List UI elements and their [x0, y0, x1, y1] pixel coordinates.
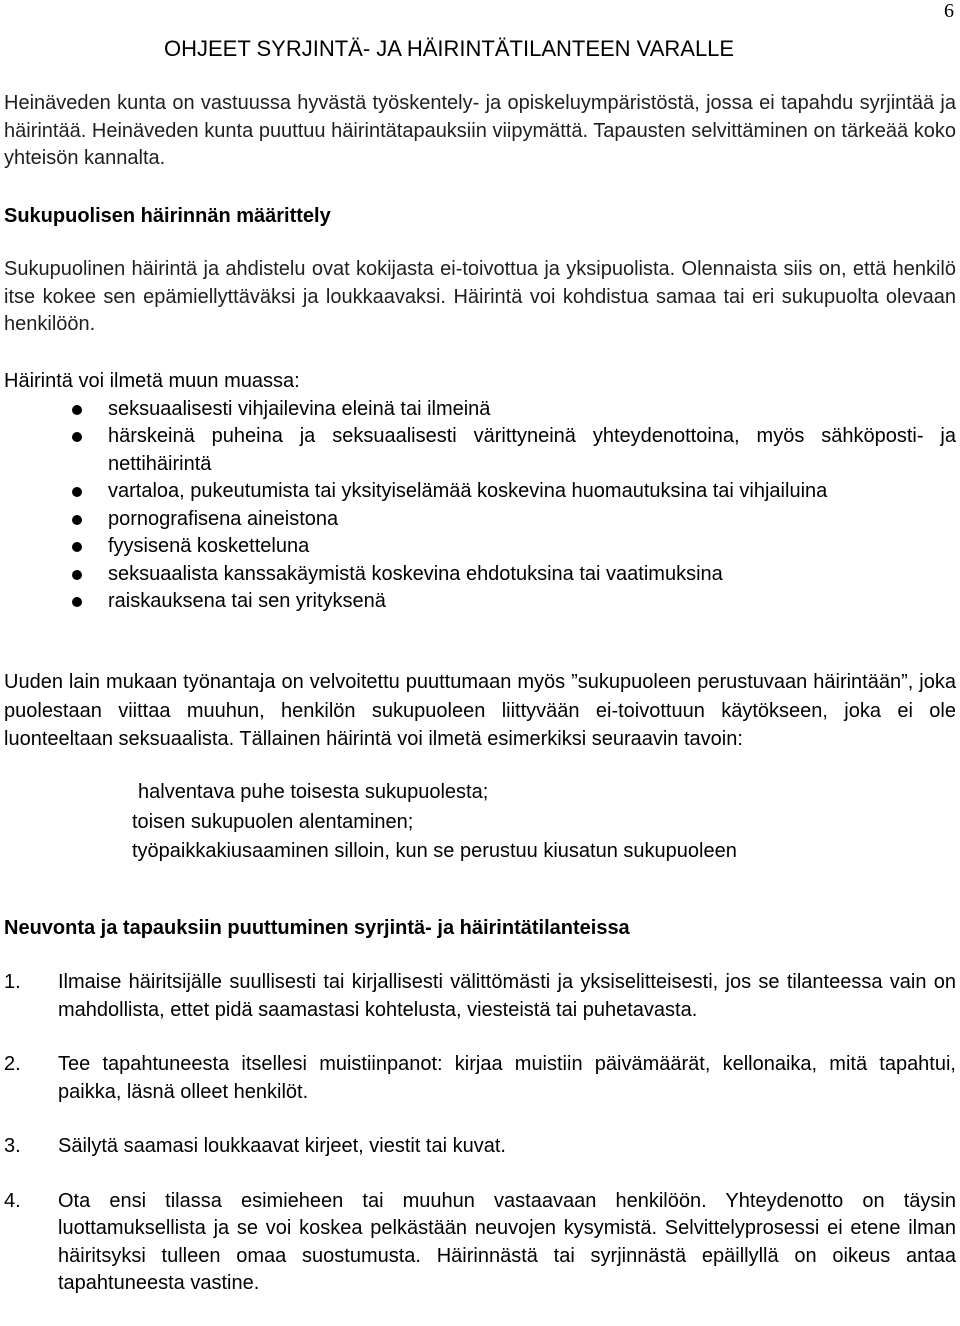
- bullet-icon: [72, 542, 82, 552]
- law-paragraph: Uuden lain mukaan työnantaja on velvoitettu puuttumaan myös ”sukupuoleen perustuvaan häirintään”, joka puolestaan viittaa muuhun, henkilön sukupuoleen liittyvään ei-toivottuun käytökseen, joka ei ole luonteeltaan seksuaalista. Tällainen häirintä voi ilmetä esimerkiksi seuraavin tavoin:: [4, 671, 956, 750]
- step-item: [4, 969, 956, 1024]
- law-examples: [132, 778, 952, 867]
- example-line: työpaikkakiusaaminen silloin, kun se perustuu kiusatun sukupuoleen: [132, 840, 737, 862]
- intro-paragraph: Heinäveden kunta on vastuussa hyvästä työskentely- ja opiskeluympäristöstä, jossa ei tapahdu syrjintää ja häirintää. Heinäveden kunta puuttuu häirintätapauksiin viipymättä. Tapausten selvittäminen on tärkeää koko yhteisön kannalta.: [4, 92, 956, 169]
- bullet-icon: [72, 597, 82, 607]
- example-line: halventava puhe toisesta sukupuolesta;: [138, 781, 489, 803]
- list-item: seksuaalisesti vihjailevina eleinä tai ilmeinä: [4, 396, 956, 424]
- list-item: vartaloa, pukeutumista tai yksityiselämää koskevina huomautuksina tai vihjailuina: [4, 478, 956, 506]
- bullet-icon: [72, 432, 82, 442]
- section-heading-guidance: Neuvonta ja tapauksiin puuttuminen syrjintä- ja häirintätilanteissa: [4, 917, 630, 939]
- guidance-steps: [4, 969, 956, 1298]
- step-number: 1.: [4, 971, 21, 993]
- document-title: OHJEET SYRJINTÄ- JA HÄIRINTÄTILANTEEN VARALLE: [164, 36, 735, 61]
- harassment-forms: [4, 368, 956, 616]
- step-item: [4, 1051, 956, 1106]
- list-item: härskeinä puheina ja seksuaalisesti värittyneinä yhteydenottoina, myös sähköposti- ja nettihäirintä: [4, 423, 956, 478]
- bullet-icon: [72, 570, 82, 580]
- bullet-icon: [72, 515, 82, 525]
- forms-intro: Häirintä voi ilmetä muun muassa:: [4, 370, 300, 392]
- step-number: 2.: [4, 1053, 21, 1075]
- list-item: raiskauksena tai sen yrityksenä: [4, 588, 956, 616]
- list-item: seksuaalista kanssakäymistä koskevina ehdotuksina tai vaatimuksina: [4, 561, 956, 589]
- example-line: toisen sukupuolen alentaminen;: [132, 810, 414, 833]
- bullet-icon: [72, 487, 82, 497]
- step-number: 3.: [4, 1135, 21, 1157]
- forms-list: [4, 396, 956, 616]
- step-text: Ota ensi tilassa esimieheen tai muuhun vastaavaan henkilöön. Yhteydenotto on täysin luottamuksellista ja se voi koskea pelkästään neuvojen kysymistä. Selvittelyprosessi ei etene ilman häiritsyksi tulleen omaa suostumusta. Häirinnästä tai syrjinnästä epäillyllä on oikeus antaa tapahtuneesta vastine.: [58, 1189, 956, 1294]
- list-item: pornografisena aineistona: [4, 506, 956, 534]
- step-text: Tee tapahtuneesta itsellesi muistiinpanot: kirjaa muistiin päivämäärät, kellonaika, mitä tapahtui, paikka, läsnä olleet henkilöt.: [58, 1053, 956, 1103]
- step-text: Ilmaise häiritsijälle suullisesti tai kirjallisesti välittömästi ja yksiselitteisesti, jos se tilanteessa vain on mahdollista, ettet pidä saamastasi kohtelusta, viesteistä tai puhetavasta.: [58, 971, 956, 1021]
- step-number: 4.: [4, 1189, 21, 1212]
- page-number: 6: [944, 0, 954, 22]
- section-heading-definition: Sukupuolisen häirinnän määrittely: [4, 205, 331, 227]
- step-item: [4, 1133, 956, 1161]
- step-text: Säilytä saamasi loukkaavat kirjeet, viestit tai kuvat.: [58, 1135, 506, 1157]
- bullet-icon: [72, 405, 82, 415]
- list-item: fyysisenä kosketteluna: [4, 533, 956, 561]
- definition-paragraph: Sukupuolinen häirintä ja ahdistelu ovat kokijasta ei-toivottua ja yksipuolista. Olennaista siis on, että henkilö itse kokee sen epämiellyttäväksi ja loukkaavaksi. Häirintä voi kohdistua samaa tai eri sukupuolta olevaan henkilöön.: [4, 258, 956, 335]
- step-item: [4, 1188, 956, 1298]
